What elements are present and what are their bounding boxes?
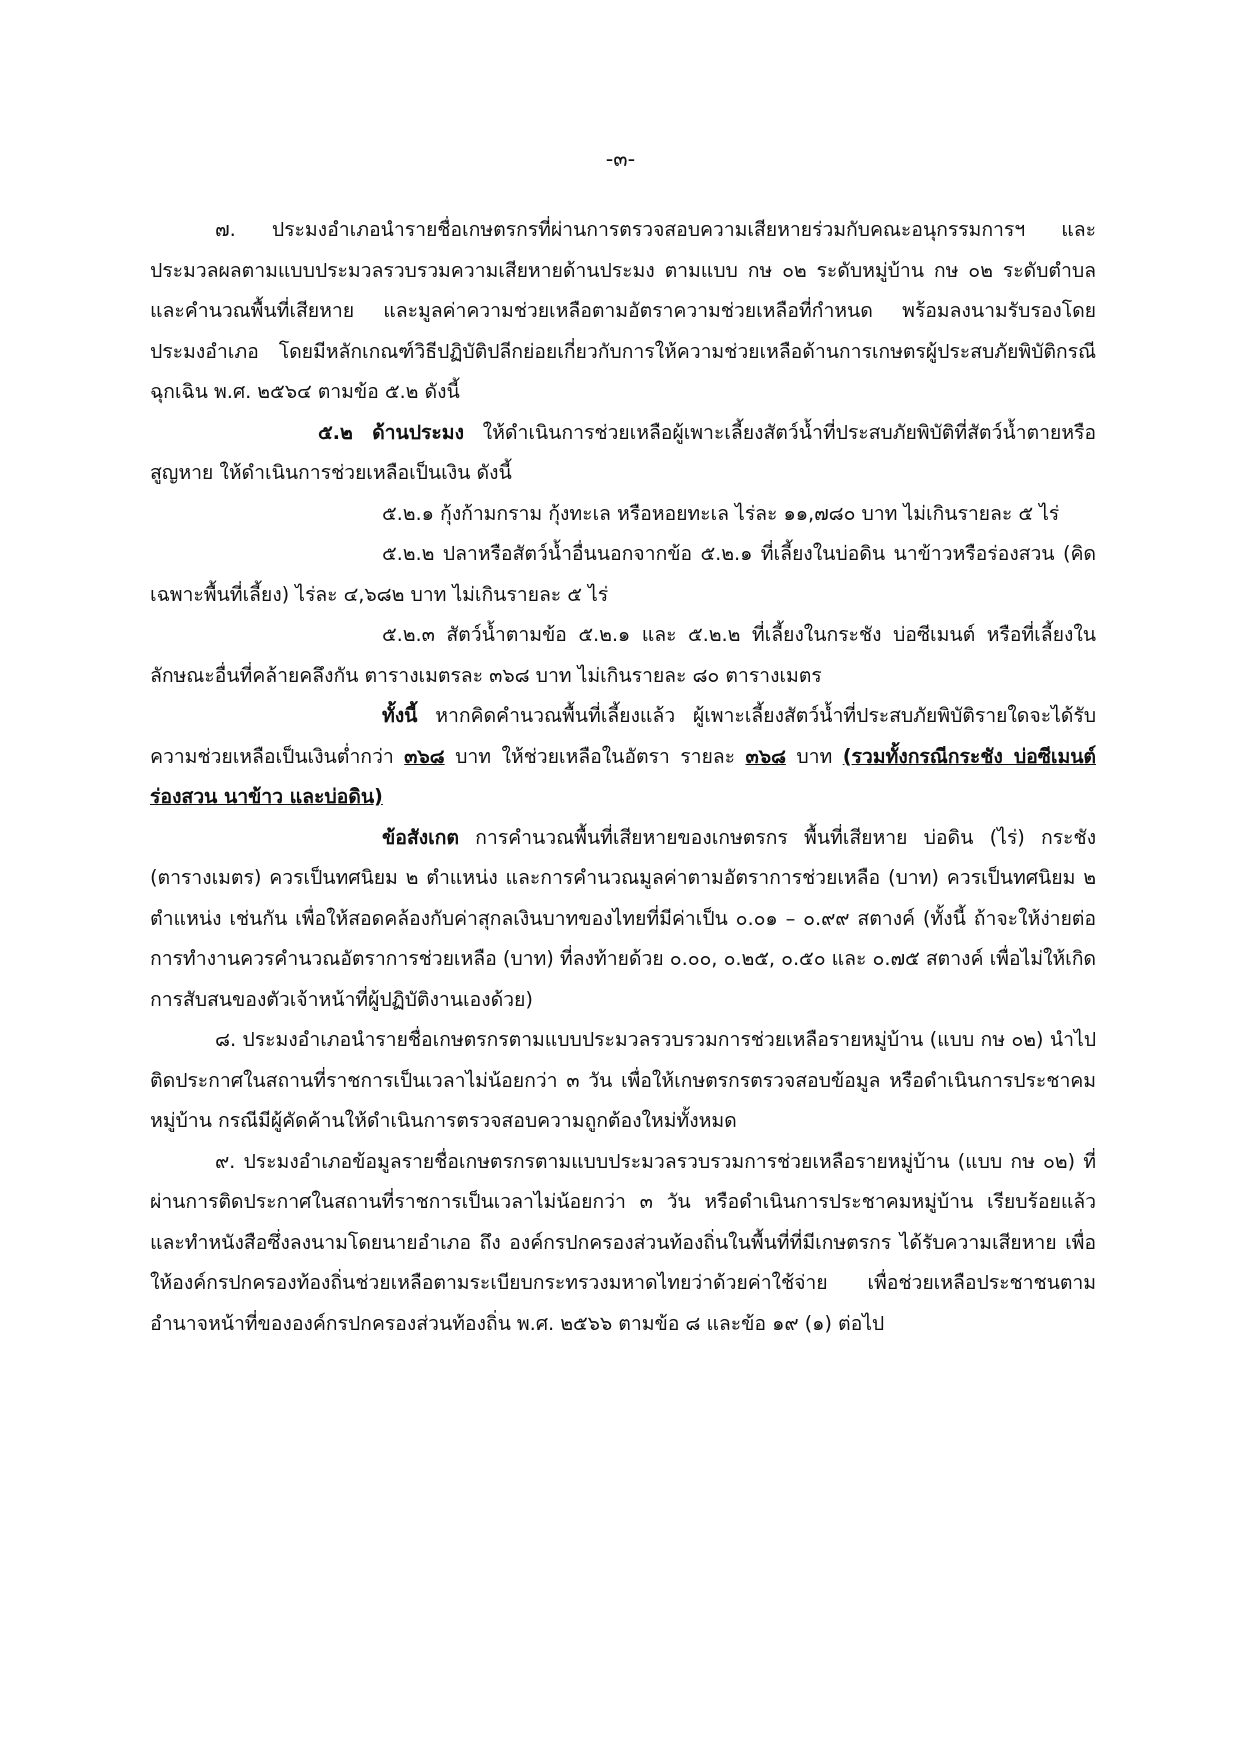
note-tangni-text-3: บาท (785, 744, 843, 768)
page-number: -๓- (605, 147, 636, 171)
section-5-2-text: ให้ดำเนินการช่วยเหลือผู้เพาะเลี้ยงสัตว์น้ำที่ประสบภัยพิบัติที่สัตว์น้ำตายหรือสูญหาย ให้ดำเนินการช่วยเหลือเป็นเงิน ดังนี้ (150, 420, 1096, 484)
item-8-paragraph: ๘. ประมงอำเภอนำรายชื่อเกษตรกรตามแบบประมวลรวบรวมการช่วยเหลือรายหมู่บ้าน (แบบ กษ ๐๒) นำไปติดประกาศในสถานที่ราชการเป็นเวลาไม่น้อยกว่า ๓ วัน เพื่อให้เกษตรกรตรวจสอบข้อมูล หรือดำเนินการประชาคมหมู่บ้าน กรณีมีผู้คัดค้านให้ดำเนินการตรวจสอบความถูกต้องใหม่ทั้งหมด (150, 1028, 1096, 1132)
document-body (150, 210, 1096, 1344)
note-tangni-underlined: (รวมทั้งกรณีกระชัง บ่อซีเมนต์ ร่องสวน นาข้าว และบ่อดิน) (150, 744, 1096, 808)
note-tangni-lead: ทั้งนี้ (382, 704, 418, 727)
subitem-5-2-2: ๕.๒.๒ ปลาหรือสัตว์น้ำอื่นนอกจากข้อ ๕.๒.๑ ที่เลี้ยงในบ่อดิน นาข้าวหรือร่องสวน (คิดเฉพาะพื้นที่เลี้ยง) ไร่ละ ๔,๖๘๒ บาท ไม่เกินรายละ ๕ ไร่ (150, 542, 1096, 606)
section-5-2-paragraph (150, 413, 1096, 494)
subitem-5-2-1: ๕.๒.๑ กุ้งก้ามกราม กุ้งทะเล หรือหอยทะเล ไร่ละ ๑๑,๗๘๐ บาท ไม่เกินรายละ ๕ ไร่ (382, 501, 1060, 525)
observation-lead: ข้อสังเกต (382, 825, 459, 849)
note-tangni-paragraph (150, 696, 1096, 818)
subitem-5-2-3: ๕.๒.๓ สัตว์น้ำตามข้อ ๕.๒.๑ และ ๕.๒.๒ ที่เลี้ยงในกระชัง บ่อซีเมนต์ หรือที่เลี้ยงในลักษณะอื่นที่คล้ายคลึงกัน ตารางเมตรละ ๓๖๘ บาท ไม่เกินรายละ ๘๐ ตารางเมตร (150, 623, 1096, 687)
observation-paragraph (150, 818, 1096, 1021)
section-5-2-heading: ๕.๒ ด้านประมง (318, 420, 464, 444)
note-tangni-amount-2: ๓๖๘ (745, 744, 786, 768)
observation-text: การคำนวณพื้นที่เสียหายของเกษตรกร พื้นที่เสียหาย บ่อดิน (ไร่) กระชัง (ตารางเมตร) ควรเป็นทศนิยม ๒ ตำแหน่ง และการคำนวณมูลค่าตามอัตราการช่วยเหลือ (บาท) ควรเป็นทศนิยม ๒ ตำแหน่ง เช่นกัน เพื่อให้สอดคล้องกับค่าสุกลเงินบาทของไทยที่มีค่าเป็น ๐.๐๑ – ๐.๙๙ สตางค์ (ทั้งนี้ ถ้าจะให้ง่ายต่อการทำงานควรคำนวณอัตราการช่วยเหลือ (บาท) ที่ลงท้ายด้วย ๐.๐๐, ๐.๒๕, ๐.๕๐ และ ๐.๗๕ สตางค์ เพื่อไม่ให้เกิดการสับสนของตัวเจ้าหน้าที่ผู้ปฏิบัติงานเองด้วย) (150, 825, 1096, 1011)
note-tangni-amount-1: ๓๖๘ (404, 744, 445, 768)
note-tangni-text-2: บาท ให้ช่วยเหลือในอัตรา รายละ (444, 744, 746, 768)
note-tangni-text-1: หากคิดคำนวณพื้นที่เลี้ยงแล้ว ผู้เพาะเลี้ยงสัตว์น้ำที่ประสบภัยพิบัติรายใดจะได้รับความช่วยเหลือเป็นเงินต่ำกว่า (150, 704, 1096, 768)
item-7-paragraph: ๗. ประมงอำเภอนำรายชื่อเกษตรกรที่ผ่านการตรวจสอบความเสียหายร่วมกับคณะอนุกรรมการฯ และประมวลผลตามแบบประมวลรวบรวมความเสียหายด้านประมง ตามแบบ กษ ๐๒ ระดับหมู่บ้าน กษ ๐๒ ระดับตำบล และคำนวณพื้นที่เสียหาย และมูลค่าความช่วยเหลือตามอัตราความช่วยเหลือที่กำหนด พร้อมลงนามรับรองโดยประมงอำเภอ โดยมีหลักเกณฑ์วิธีปฏิบัติปลีกย่อยเกี่ยวกับการให้ความช่วยเหลือด้านการเกษตรผู้ประสบภัยพิบัติกรณีฉุกเฉิน พ.ศ. ๒๕๖๔ ตามข้อ ๕.๒ ดังนี้ (150, 218, 1096, 403)
item-9-paragraph: ๙. ประมงอำเภอข้อมูลรายชื่อเกษตรกรตามแบบประมวลรวบรวมการช่วยเหลือรายหมู่บ้าน (แบบ กษ ๐๒) ที่ผ่านการติดประกาศในสถานที่ราชการเป็นเวลาไม่น้อยกว่า ๓ วัน หรือดำเนินการประชาคมหมู่บ้าน เรียบร้อยแล้ว และทำหนังสือซึ่งลงนามโดยนายอำเภอ ถึง องค์กรปกครองส่วนท้องถิ่นในพื้นที่ที่มีเกษตรกร ได้รับความเสียหาย เพื่อให้องค์กรปกครองท้องถิ่นช่วยเหลือตามระเบียบกระทรวงมหาดไทยว่าด้วยค่าใช้จ่าย เพื่อช่วยเหลือประชาชนตามอำนาจหน้าที่ขององค์กรปกครองส่วนท้องถิ่น พ.ศ. ๒๕๖๖ ตามข้อ ๘ และข้อ ๑๙ (๑) ต่อไป (150, 1149, 1096, 1335)
